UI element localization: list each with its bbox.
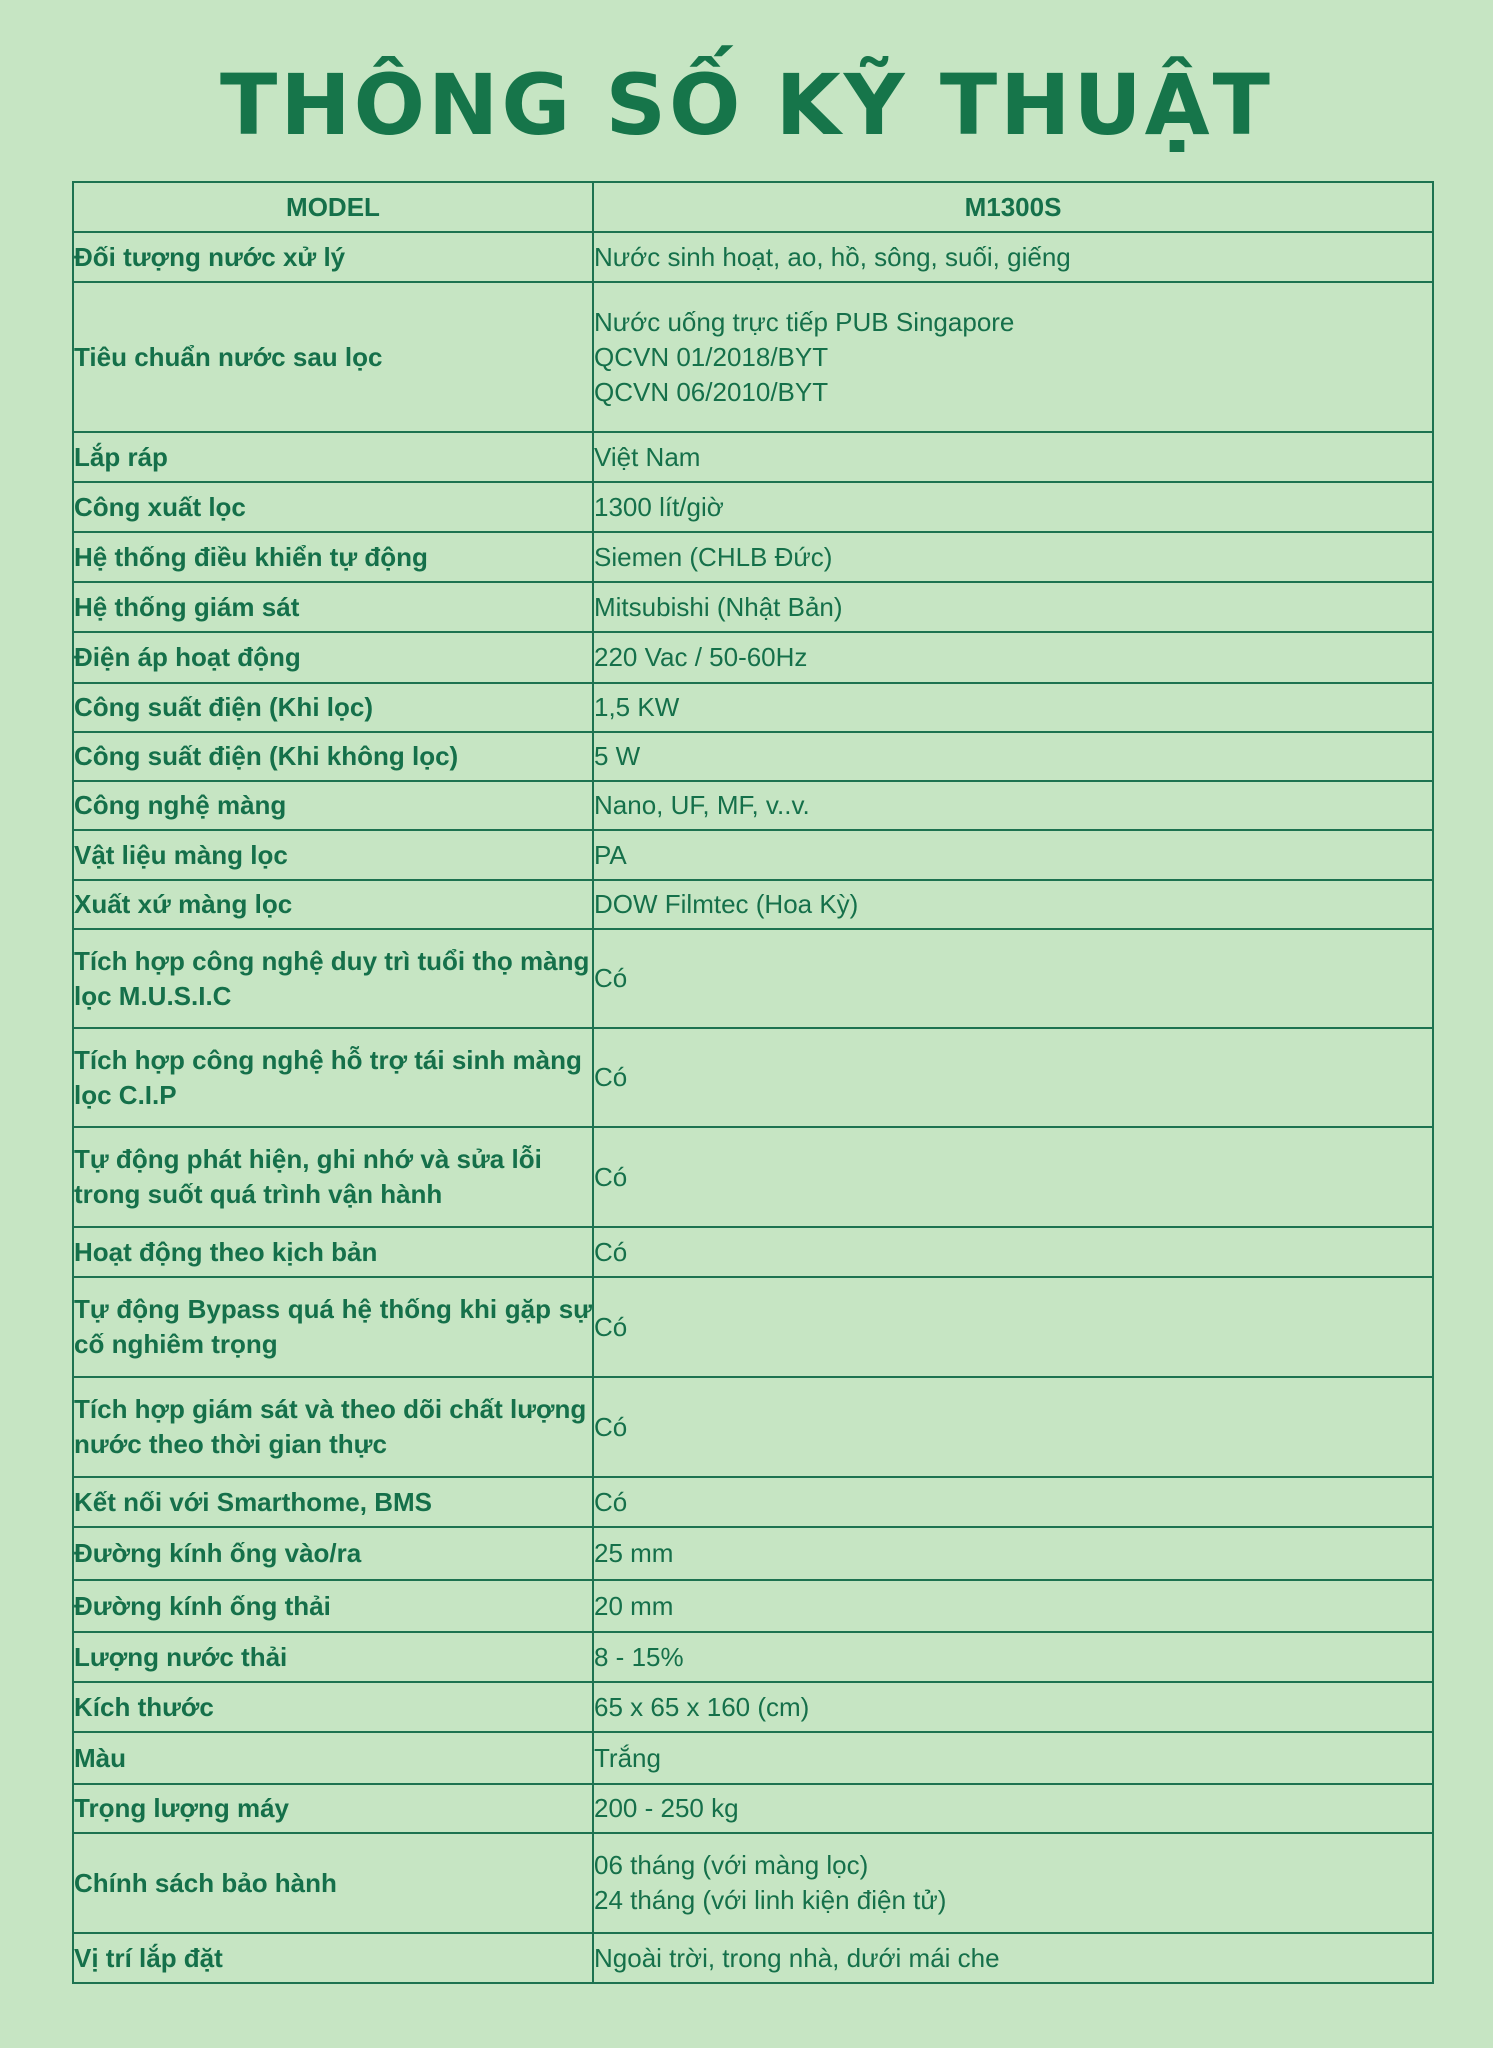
spec-value-line: 5 W: [594, 741, 641, 771]
spec-value: [593, 1833, 1433, 1933]
table-row: [73, 1028, 1433, 1127]
spec-label: Điện áp hoạt động: [73, 632, 593, 683]
table-row: [73, 929, 1433, 1028]
spec-label: Hoạt động theo kịch bản: [73, 1227, 593, 1277]
table-row: [73, 732, 1433, 781]
spec-value-line: Có: [594, 1062, 628, 1092]
spec-value: [593, 1784, 1433, 1833]
spec-value-line: Nước sinh hoạt, ao, hồ, sông, suối, giếng: [594, 241, 1071, 272]
table-row: [73, 1632, 1433, 1682]
header-model: MODEL: [73, 182, 593, 232]
spec-value-line: Có: [594, 963, 628, 993]
spec-label: Tích hợp công nghệ duy trì tuổi thọ màng lọc M.U.S.I.C: [73, 929, 593, 1028]
spec-value: [593, 1477, 1433, 1527]
table-row: [73, 880, 1433, 929]
spec-label: Lắp ráp: [73, 432, 593, 482]
spec-value: [593, 880, 1433, 929]
table-row: [73, 432, 1433, 482]
table-row: [73, 781, 1433, 830]
spec-value: [593, 1377, 1433, 1477]
spec-label: Công xuất lọc: [73, 482, 593, 532]
spec-value: [593, 632, 1433, 683]
table-row: [73, 482, 1433, 532]
table-row: [73, 1682, 1433, 1732]
spec-value-line: 1,5 KW: [594, 692, 680, 722]
spec-value-line: Nano, UF, MF, v..v.: [594, 790, 810, 820]
spec-value-line: 1300 lít/giờ: [594, 491, 724, 522]
spec-value: [593, 232, 1433, 282]
spec-value-line: Việt Nam: [594, 441, 701, 472]
spec-value-line: 20 mm: [594, 1590, 674, 1621]
table-row: [73, 1127, 1433, 1227]
spec-value: [593, 929, 1433, 1028]
spec-label: Công nghệ màng: [73, 781, 593, 830]
table-row: [73, 830, 1433, 880]
spec-value: [593, 282, 1433, 432]
spec-value: [593, 1527, 1433, 1580]
table-body: [73, 232, 1433, 1983]
spec-label: Vị trí lắp đặt: [73, 1933, 593, 1983]
spec-value-line: 24 tháng (với linh kiện điện tử): [594, 1885, 947, 1915]
table-row: [73, 1933, 1433, 1983]
spec-value: [593, 482, 1433, 532]
table-row: [73, 282, 1433, 432]
spec-label: Công suất điện (Khi lọc): [73, 683, 593, 732]
spec-value-line: Mitsubishi (Nhật Bản): [594, 591, 843, 622]
spec-label: Kích thước: [73, 1682, 593, 1732]
spec-label: Trọng lượng máy: [73, 1784, 593, 1833]
spec-value-line: Nước uống trực tiếp PUB Singapore: [594, 306, 1015, 337]
spec-label: Tự động Bypass quá hệ thống khi gặp sự cố nghiêm trọng: [73, 1277, 593, 1377]
spec-value-line: QCVN 01/2018/BYT: [594, 341, 829, 372]
spec-value-line: DOW Filmtec (Hoa Kỳ): [594, 889, 859, 919]
spec-value: [593, 1127, 1433, 1227]
spec-value-line: 8 - 15%: [594, 1641, 684, 1672]
table-row: [73, 582, 1433, 632]
spec-value: [593, 1632, 1433, 1682]
spec-label: Tích hợp giám sát và theo dõi chất lượng nước theo thời gian thực: [73, 1377, 593, 1477]
table-row: [73, 632, 1433, 683]
spec-label: Tích hợp công nghệ hỗ trợ tái sinh màng lọc C.I.P: [73, 1028, 593, 1127]
spec-value-line: Có: [594, 1161, 628, 1192]
spec-label: Vật liệu màng lọc: [73, 830, 593, 880]
spec-label: Chính sách bảo hành: [73, 1833, 593, 1933]
spec-label: Xuất xứ màng lọc: [73, 880, 593, 929]
table-header-row: [73, 182, 1433, 232]
spec-table: [72, 181, 1434, 1984]
spec-value: [593, 1028, 1433, 1127]
spec-value-line: Có: [594, 1486, 628, 1517]
spec-label: Đường kính ống vào/ra: [73, 1527, 593, 1580]
table-row: [73, 1784, 1433, 1833]
spec-value: [593, 1227, 1433, 1277]
spec-label: Màu: [73, 1732, 593, 1784]
spec-value-line: Có: [594, 1311, 628, 1342]
spec-label: Tiêu chuẩn nước sau lọc: [73, 282, 593, 432]
spec-value-line: 220 Vac / 50-60Hz: [594, 642, 808, 672]
spec-value-line: Có: [594, 1236, 628, 1267]
spec-label: Đường kính ống thải: [73, 1580, 593, 1632]
table-row: [73, 1227, 1433, 1277]
table-row: [73, 683, 1433, 732]
spec-label: Tự động phát hiện, ghi nhớ và sửa lỗi trong suốt quá trình vận hành: [73, 1127, 593, 1227]
spec-value: [593, 1682, 1433, 1732]
spec-value: [593, 432, 1433, 482]
spec-value: [593, 532, 1433, 582]
table-row: [73, 1377, 1433, 1477]
spec-value-line: Ngoài trời, trong nhà, dưới mái che: [594, 1942, 1000, 1973]
table-row: [73, 1833, 1433, 1933]
spec-value: [593, 1732, 1433, 1784]
spec-value: [593, 1277, 1433, 1377]
spec-value-line: Siemen (CHLB Đức): [594, 541, 833, 572]
spec-label: Hệ thống giám sát: [73, 582, 593, 632]
spec-label: Lượng nước thải: [73, 1632, 593, 1682]
spec-value-line: 65 x 65 x 160 (cm): [594, 1691, 810, 1722]
table-row: [73, 1477, 1433, 1527]
spec-value: [593, 732, 1433, 781]
spec-label: Công suất điện (Khi không lọc): [73, 732, 593, 781]
spec-label: Đối tượng nước xử lý: [73, 232, 593, 282]
spec-value: [593, 781, 1433, 830]
spec-value-line: Có: [594, 1411, 628, 1442]
spec-value-line: QCVN 06/2010/BYT: [594, 376, 829, 407]
table-row: [73, 532, 1433, 582]
table-row: [73, 1732, 1433, 1784]
table-row: [73, 232, 1433, 282]
spec-value: [593, 683, 1433, 732]
spec-value-line: 06 tháng (với màng lọc): [594, 1850, 869, 1880]
table-row: [73, 1580, 1433, 1632]
page-title: THÔNG SỐ KỸ THUẬT: [220, 56, 1273, 154]
spec-value: [593, 582, 1433, 632]
header-model-value: M1300S: [593, 182, 1433, 232]
spec-value-line: PA: [594, 839, 627, 870]
spec-value-line: Trắng: [594, 1742, 661, 1773]
spec-label: Kết nối với Smarthome, BMS: [73, 1477, 593, 1527]
spec-value-line: 25 mm: [594, 1538, 674, 1568]
table-row: [73, 1527, 1433, 1580]
spec-value-line: 200 - 250 kg: [594, 1793, 739, 1823]
table-row: [73, 1277, 1433, 1377]
spec-label: Hệ thống điều khiển tự động: [73, 532, 593, 582]
spec-value: [593, 830, 1433, 880]
spec-value: [593, 1580, 1433, 1632]
spec-value: [593, 1933, 1433, 1983]
